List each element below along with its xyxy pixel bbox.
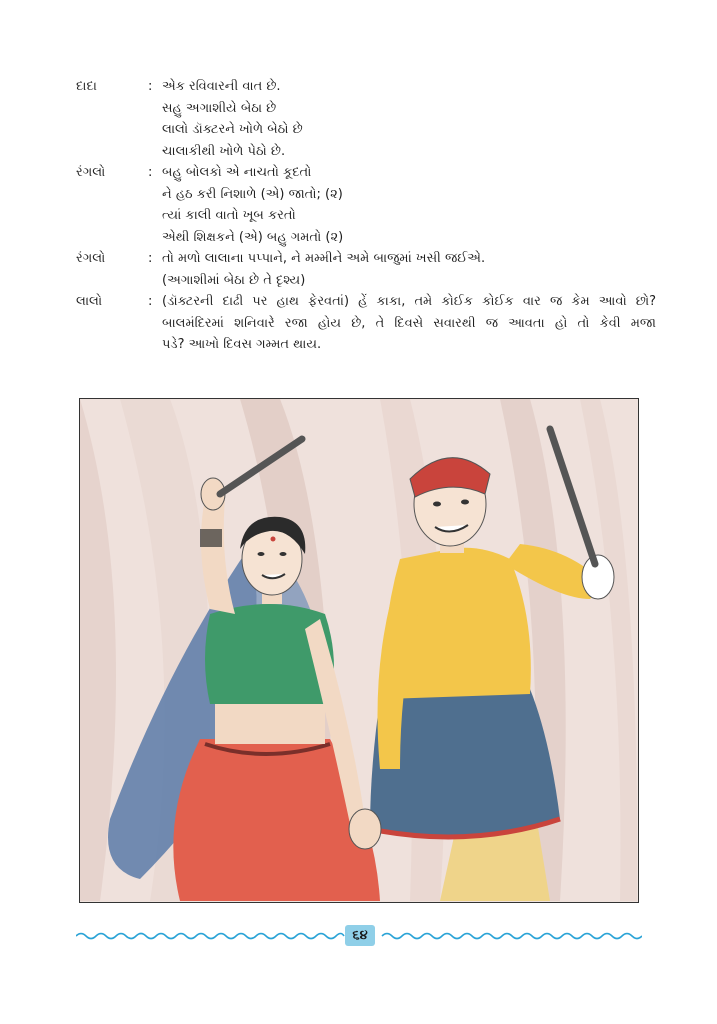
dialogue-line: તો મળો લાલાના પપ્પાને, ને મમ્મીને અમે બાજુમાં ખસી જઈએ. (162, 251, 486, 266)
speaker-label: દાદા (76, 79, 97, 94)
colon: : (148, 79, 153, 94)
dialogue-row-rangalo-2 (76, 248, 656, 291)
dialogue-line: પડે? આખો દિવસ ગમ્મત થાય. (162, 337, 322, 352)
dialogue-line: બાલમંદિરમાં શનિવારે રજા હોય છે, તે દિવસે સવારથી જ આવતા હો તો કેવી મજા (162, 315, 656, 331)
dialogue-line: એક રવિવારની વાત છે. (162, 79, 281, 94)
page-number: ૬૪ (345, 925, 375, 946)
speaker-label: રંગલો (76, 251, 106, 266)
dialogue-line: (ડૉક્ટરની દાઢી પર હાથ ફેરવતાં) હેં કાકા, તમે કોઈક કોઈક વાર જ કેમ આવો છો? (162, 294, 656, 309)
dialogue-line: બહુ બોલકો એ નાચતો કૂદતો (162, 165, 312, 180)
speaker-label: લાલો (76, 294, 103, 309)
speaker-label: રંગલો (76, 165, 106, 180)
dialogue-line: ને હઠ કરી નિશાળે (એ) જાતો; (૨) (162, 186, 343, 202)
dialogue-row-rangalo-1 (76, 162, 656, 248)
colon: : (148, 294, 153, 309)
dialogue-line: એથી શિક્ષકને (એ) બહુ ગમતો (૨) (162, 229, 344, 245)
dialogue-row-lalo (76, 291, 656, 356)
dialogue-line: લાલો ડૉક્ટરને ખોળે બેઠો છે (162, 122, 303, 137)
dialogue-line: (અગાશીમાં બેઠા છે તે દૃશ્ય) (162, 272, 306, 288)
dialogue-row-dada (76, 76, 656, 162)
colon: : (148, 165, 153, 180)
dialogue-line: ચાલાકીથી ખોળે પેઠો છે. (162, 143, 286, 159)
dialogue-line: ત્યાં કાલી વાતો ખૂબ કરતો (162, 208, 296, 223)
page-footer (76, 924, 642, 948)
colon: : (148, 251, 153, 266)
dialogue-line: સહુ અગાશીયે બેઠા છે (162, 100, 277, 116)
dialogue-text (76, 76, 656, 356)
garba-dancers-illustration (79, 398, 639, 903)
